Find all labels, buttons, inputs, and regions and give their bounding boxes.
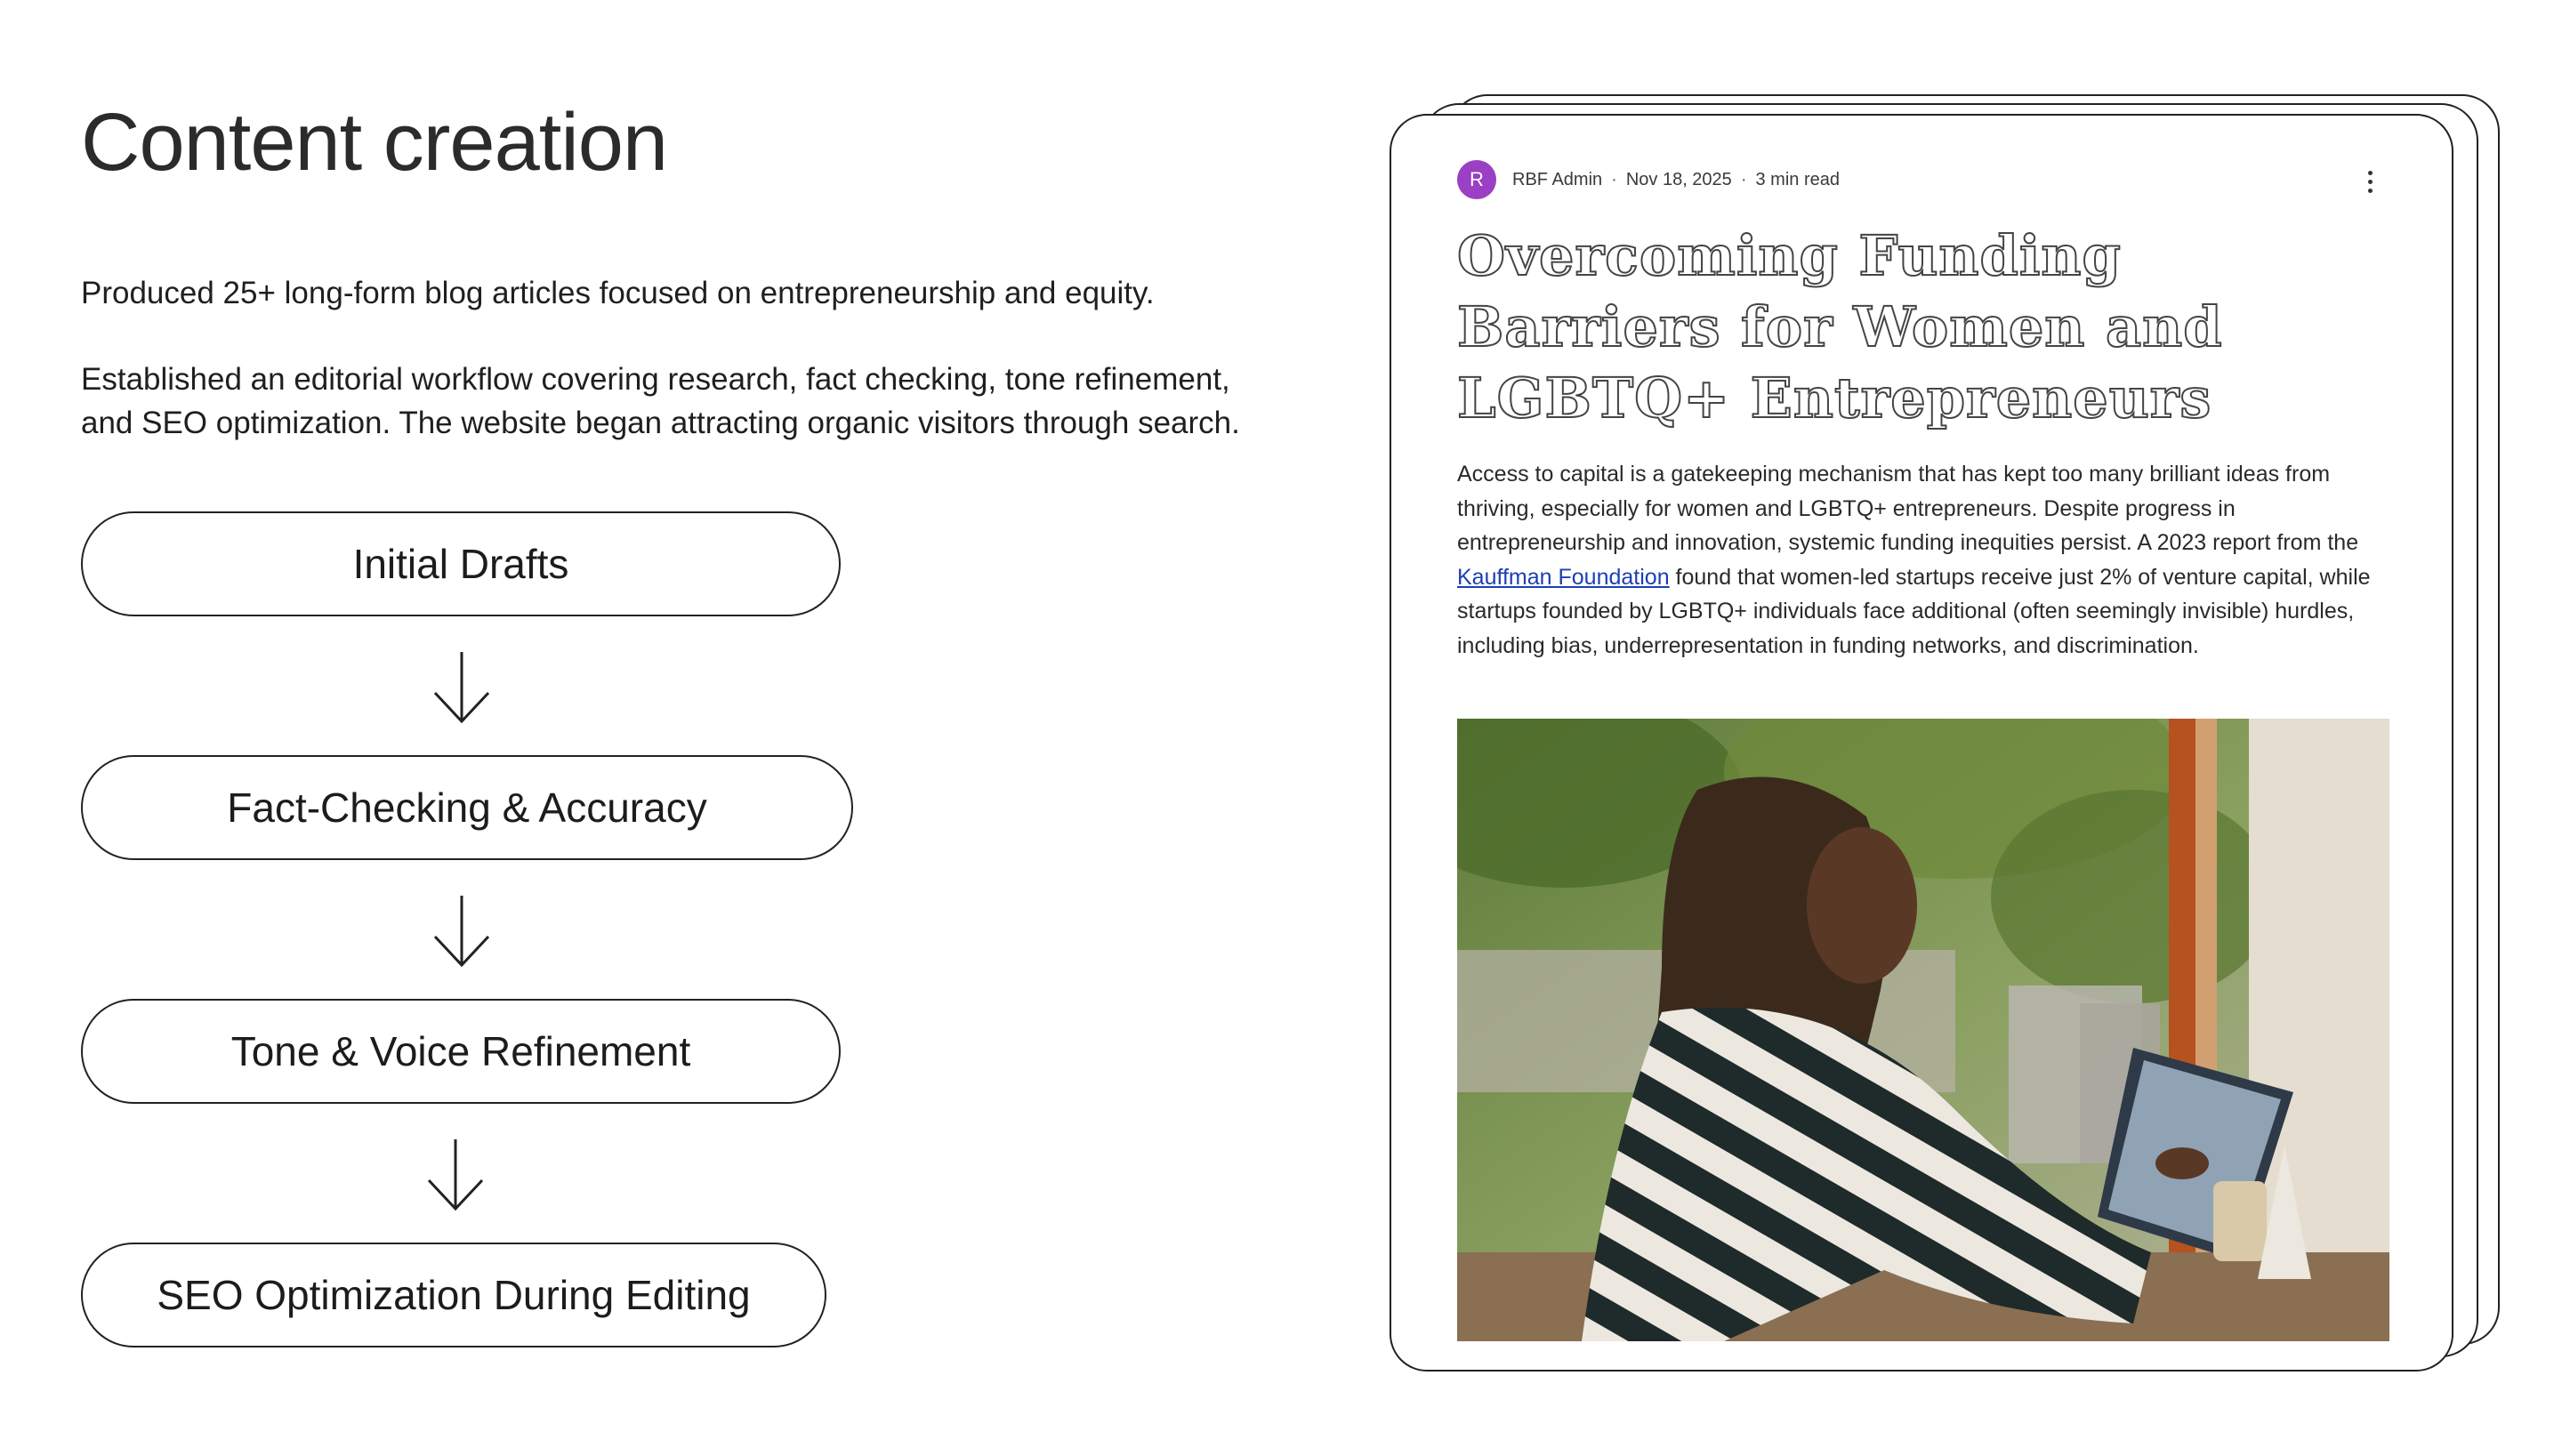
article-image [1457, 719, 2389, 1341]
step-fact-checking: Fact-Checking & Accuracy [81, 755, 853, 860]
workflow-paragraph: Established an editorial workflow covering research, fact checking, tone refinement, and SEO optimization. The website began attracting organic visitors through search. [81, 362, 1240, 440]
arrow-down-icon [424, 1138, 487, 1212]
author-name[interactable]: RBF Admin [1512, 169, 1603, 189]
step-initial-drafts: Initial Drafts [81, 511, 841, 616]
avatar[interactable]: R [1457, 160, 1496, 199]
page-title: Content creation [81, 97, 668, 188]
post-date: Nov 18, 2025 [1625, 169, 1732, 189]
intro-paragraph: Produced 25+ long-form blog articles focused on entrepreneurship and equity. [81, 276, 1155, 310]
meta-separator: · [1611, 169, 1617, 189]
arrow-down-icon [431, 650, 493, 725]
article-title[interactable]: Overcoming Funding Barriers for Women and LGBTQ+ Entrepreneurs [1457, 223, 2223, 430]
read-time: 3 min read [1755, 169, 1840, 189]
blog-post-card[interactable] [1390, 114, 2453, 1372]
more-vertical-icon[interactable] [2368, 171, 2373, 194]
arrow-down-icon [431, 894, 493, 969]
post-meta [1457, 160, 1840, 199]
step-seo-optimization: SEO Optimization During Editing [81, 1243, 826, 1347]
article-excerpt: Access to capital is a gatekeeping mechanism that has kept too many brilliant ideas from thriving, especially for women and LGBTQ+ entrepreneurs. Despite progress in entrepreneurship and innovation, systemic funding inequities persist. A 2023 report from the Kauffman Foundation found that women-led startups receive just 2% of venture capital, while startups founded by LGBTQ+ individuals face additional (often seemingly invisible) hurdles, including bias, underrepresentation in funding networks, and discrimination. [1457, 462, 2371, 658]
kauffman-foundation-link[interactable]: Kauffman Foundation [1457, 564, 1670, 590]
step-tone-voice: Tone & Voice Refinement [81, 999, 841, 1104]
photo-woman-laptop-icon [1457, 719, 2389, 1341]
meta-separator: · [1740, 169, 1747, 189]
